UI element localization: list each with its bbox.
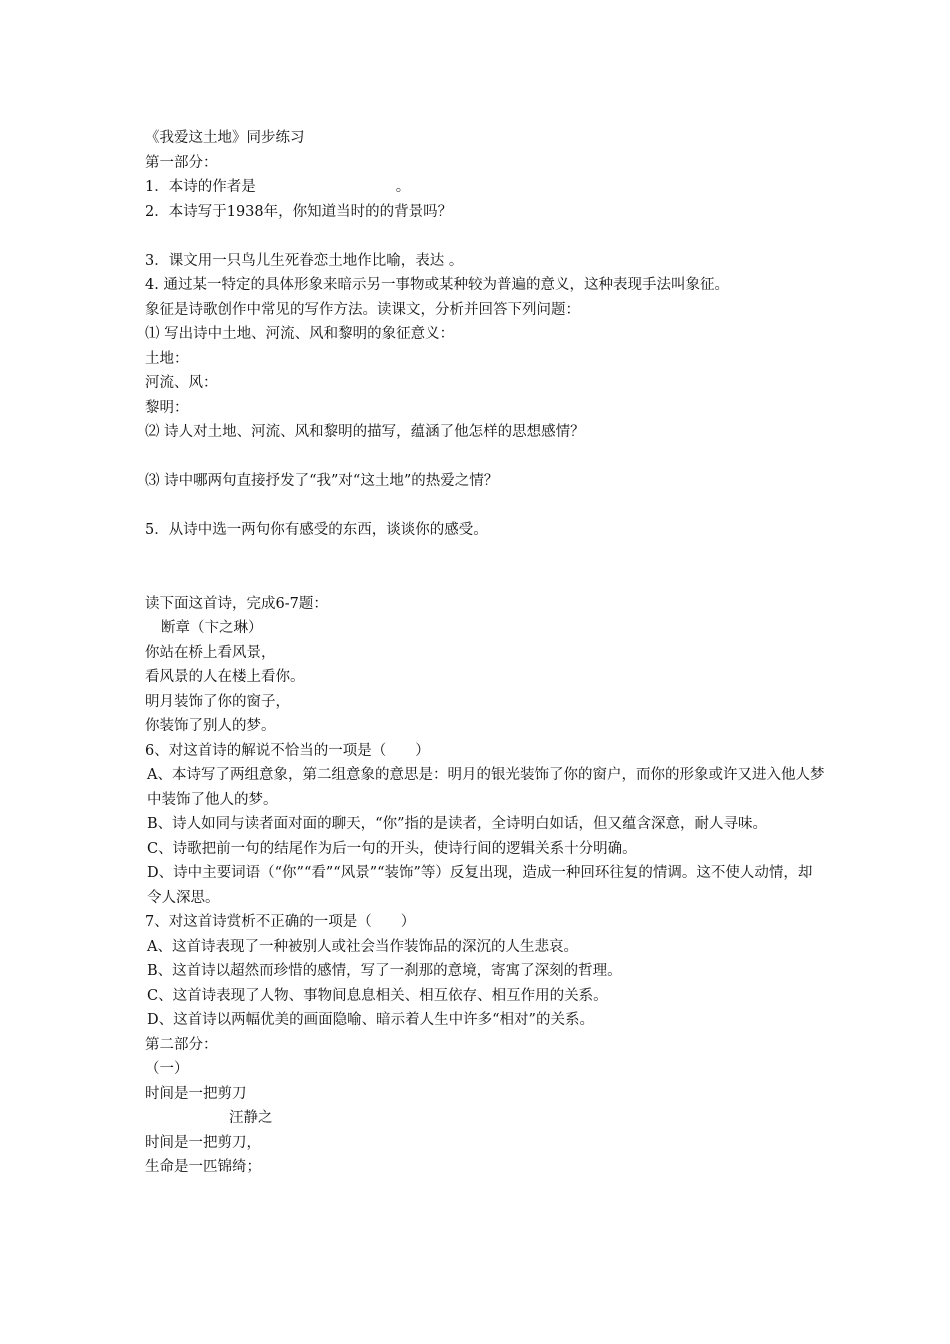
question-4-line-1: 4. 通过某一特定的具体形象来暗示另一事物或某种较为普遍的意义，这种表现手法叫象征。 [145, 277, 729, 293]
poem-2-author: 汪静之 [229, 1110, 273, 1126]
question-4-sub-3: ⑶ 诗中哪两句直接抒发了“我”对“这土地”的热爱之情？ [145, 473, 499, 489]
question-1-text: 1．本诗的作者是 [145, 179, 256, 195]
question-7-option-c: C、这首诗表现了人物、事物间息息相关、相互依存、相互作用的关系。 [147, 987, 608, 1004]
poem-line: 明月装饰了你的窗子， [145, 693, 290, 710]
question-7-stem: 7、对这首诗赏析不正确的一项是（ ） [145, 914, 416, 930]
answer-space [145, 224, 825, 249]
document-page [145, 126, 825, 1180]
poem-title: 断章（卞之琳） [161, 620, 263, 636]
question-7-option-d: D、这首诗以两幅优美的画面隐喻、暗示着人生中许多“相对”的关系。 [147, 1012, 594, 1028]
poem-2-line: 生命是一匹锦绮； [145, 1159, 261, 1175]
poem-line: 你装饰了别人的梦。 [145, 718, 276, 734]
section-number: （一） [145, 1061, 189, 1077]
question-6-option-a: A、本诗写了两组意象，第二组意象的意思是：明月的银光装饰了你的窗户，而你的形象或许又进入他人梦中装饰了他人的梦。 [147, 767, 825, 808]
question-1 [145, 175, 825, 200]
symbol-land: 土地： [145, 350, 189, 367]
poem-line: 看风景的人在楼上看你。 [145, 669, 305, 685]
question-6-option-b: B、诗人如同与读者面对面的聊天，“你”指的是读者，全诗明白如话，但又蕴含深意，耐人寻味。 [147, 816, 767, 832]
question-7-option-b: B、这首诗以超然而珍惜的感情，写了一刹那的意境，寄寓了深刻的哲理。 [147, 963, 622, 979]
question-4-sub-2: ⑵ 诗人对土地、河流、风和黎明的描写，蕴涵了他怎样的思想感情？ [145, 424, 585, 440]
question-4-line-2: 象征是诗歌创作中常见的写作方法。读课文，分析并回答下列问题： [145, 301, 580, 318]
part1-heading: 第一部分： [145, 154, 218, 171]
question-5: 5．从诗中选一两句你有感受的东西，谈谈你的感受。 [145, 522, 488, 538]
part2-heading: 第二部分： [145, 1036, 218, 1053]
question-7-option-a: A、这首诗表现了一种被别人或社会当作装饰品的深沉的人生悲哀。 [147, 938, 578, 955]
question-6-stem: 6、对这首诗的解说不恰当的一项是（ ） [145, 742, 430, 759]
question-1-suffix: 。 [395, 179, 411, 195]
question-6-option-d: D、诗中主要词语（“你”“看”“风景”“装饰”等）反复出现，造成一种回环往复的情调。这不使人动情，却令人深思。 [147, 865, 813, 906]
symbol-river-wind: 河流、风： [145, 375, 218, 391]
poem-2-line: 时间是一把剪刀， [145, 1134, 261, 1151]
symbol-dawn: 黎明： [145, 399, 189, 416]
answer-space [145, 543, 825, 592]
question-3: 3．课文用一只鸟儿生死眷恋土地作比喻，表达 。 [145, 252, 464, 269]
answer-space [145, 445, 825, 470]
poem-line: 你站在桥上看风景， [145, 644, 276, 661]
question-2: 2．本诗写于1938年，你知道当时的的背景吗？ [145, 203, 453, 220]
poem-2-title: 时间是一把剪刀 [145, 1085, 247, 1102]
question-6-option-c: C、诗歌把前一句的结尾作为后一句的开头，使诗行间的逻辑关系十分明确。 [147, 840, 637, 857]
question-4-sub-1: ⑴ 写出诗中土地、河流、风和黎明的象征意义： [145, 326, 455, 342]
reading-intro: 读下面这首诗，完成6-7题： [145, 595, 328, 612]
answer-space [145, 494, 825, 519]
document-title: 《我爱这土地》同步练习 [145, 130, 305, 146]
